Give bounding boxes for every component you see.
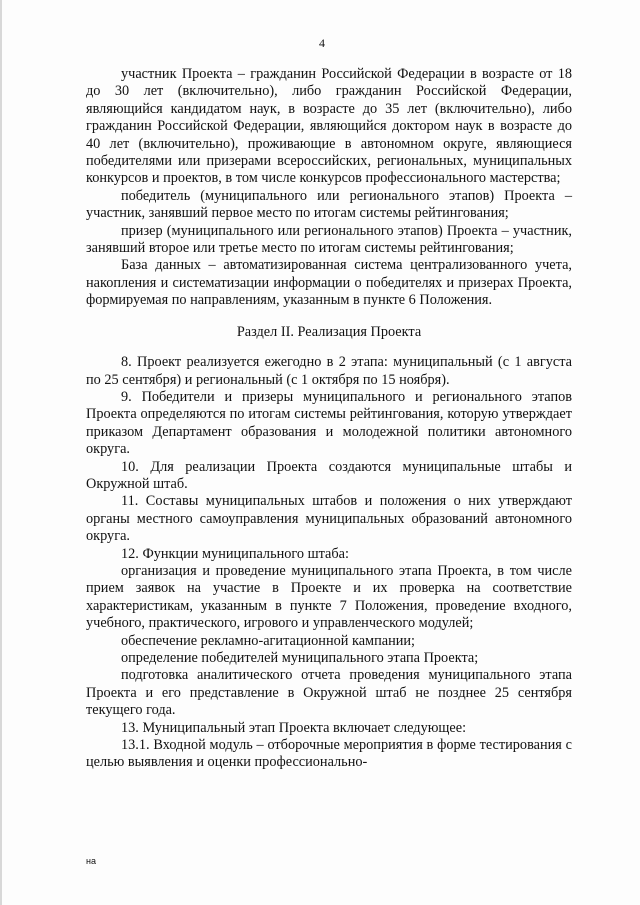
paragraph-participant: участник Проекта – гражданин Российской Федерации в возрасте от 18 до 30 лет (включительно), либо гражданин Российской Федерации, являющийся кандидатом наук, в возрасте до 35 лет (включительно), либо гражданин Российской Федерации, являющийся доктором наук в возрасте до 40 лет (включительно), проживающие в автономном округе, являющиеся победителями или призерами всероссийских, региональных, муниципальных конкурсов и проектов, в том числе конкурсов профессионального мастерства; (86, 66, 572, 187)
paragraph-9: 9. Победители и призеры муниципального и регионального этапов Проекта определяются по итогам системы рейтингования, которую утверждает приказом Департамент образования и молодежной политики автономного округа. (86, 388, 572, 458)
paragraph-12-item-3: определение победителей муниципального этапа Проекта; (121, 650, 479, 666)
paragraph-13-1: 13.1. Входной модуль – отборочные мероприятия в форме тестирования с целью выявления и оценки профессионально- (86, 737, 572, 771)
paragraph-11: 11. Составы муниципальных штабов и положения о них утверждают органы местного самоуправления муниципальных образований автономного округа. (86, 493, 572, 545)
paragraph-8: 8. Проект реализуется ежегодно в 2 этапа: муниципальный (с 1 августа по 25 сентября) и региональный (с 1 октября по 15 ноября). (86, 354, 572, 388)
paragraph-12-item-1: организация и проведение муниципального этапа Проекта, в том числе прием заявок на участие в Проекте и их проверка на соответствие характеристикам, указанным в пункте 7 Положения, проведение входного, учебного, практического, игрового и управленческого модулей; (86, 562, 572, 632)
footer-mark: на (86, 856, 96, 866)
paragraph-10: 10. Для реализации Проекта создаются муниципальные штабы и Окружной штаб. (86, 458, 572, 492)
page-number: 4 (319, 36, 325, 50)
section-heading: Раздел II. Реализация Проекта (236, 323, 422, 340)
paragraph-winner: победитель (муниципального или регионального этапов) Проекта – участник, занявший первое место по итогам системы рейтингования; (86, 187, 572, 222)
paragraph-12-item-2: обеспечение рекламно-агитационной кампании; (121, 632, 416, 649)
paragraph-12: 12. Функции муниципального штаба: (121, 545, 349, 562)
paragraph-12-item-4: подготовка аналитического отчета проведения муниципального этапа Проекта и его представление в Окружной штаб не позднее 25 сентября текущего года. (86, 667, 572, 719)
paragraph-prizewinner: призер (муниципального или регионального этапов) Проекта – участник, занявший второе или третье место по итогам системы рейтингования; (86, 222, 572, 257)
paragraph-database: База данных – автоматизированная система централизованного учета, накопления и систематизации информации о победителях и призерах Проекта, формируемая по направлениям, указанным в пункте 6 Положения. (86, 257, 572, 309)
paragraph-13: 13. Муниципальный этап Проекта включает следующее: (121, 719, 467, 736)
document-body (86, 66, 572, 772)
